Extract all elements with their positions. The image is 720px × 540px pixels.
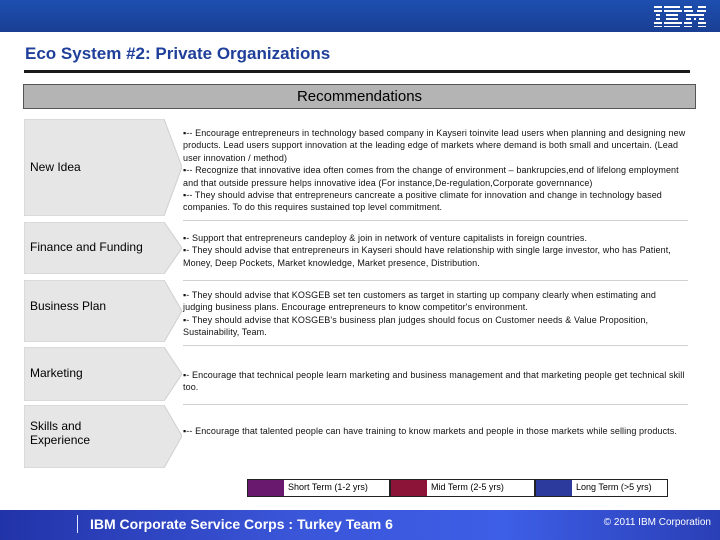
row-divider <box>183 220 688 221</box>
chevron-label: Finance and Funding <box>30 240 143 254</box>
footer-divider <box>77 515 78 533</box>
row-divider <box>183 345 688 346</box>
chevron-skills-and-experience <box>24 405 182 468</box>
row-text-business-plan <box>183 289 688 339</box>
list-item: ▪- They should advise that KOSGEB set ten customers as target in starting up company clearly when estimating and judging business plans. Encourage entrepreneurs to know competitor's environment. <box>183 290 656 313</box>
row-divider <box>183 404 688 405</box>
list-item: ▪- They should advise that entrepreneurs in Kayseri should have relationship with single large investor, who has Patient, Money, Deep Pockets, Market knowledge, Market presence, Distribution. <box>183 245 671 268</box>
header-band <box>0 0 720 32</box>
row-text-finance-and-funding <box>183 232 688 269</box>
page-title: Eco System #2: Private Organizations <box>25 44 331 63</box>
list-item: ▪-- Encourage that talented people can have training to know markets and people in those markets while selling products. <box>183 426 677 436</box>
chevron-new-idea <box>24 119 182 216</box>
legend-label: Mid Term (2-5 yrs) <box>431 482 504 492</box>
legend-label: Short Term (1-2 yrs) <box>288 482 368 492</box>
row-divider <box>183 280 688 281</box>
legend-swatch-long-term <box>536 480 572 496</box>
list-item: ▪- Support that entrepreneurs candeploy & join in network of venture capitalists in foreign countries. <box>183 233 588 243</box>
legend-swatch-short-term <box>248 480 284 496</box>
legend-short-term <box>247 479 390 497</box>
chevron-business-plan <box>24 280 182 342</box>
recommendations-header: Recommendations <box>23 84 696 109</box>
list-item: ▪-- Encourage entrepreneurs in technology based company in Kayseri toinvite lead users when planning and designing new products. Lead users support innovation at the leading edge of markets where demand is both small and uncertain. (Lead user innovation / method) <box>183 128 686 163</box>
legend-mid-term <box>390 479 535 497</box>
list-item: ▪-- They should advise that entrepreneurs cancreate a positive climate for innovation and change in technology based companies. To do this requires sustained top level commitment. <box>183 190 662 213</box>
title-divider <box>24 70 690 73</box>
footer-title: IBM Corporate Service Corps : Turkey Team 6 <box>90 516 393 532</box>
chevron-label: Business Plan <box>30 299 107 313</box>
list-item: ▪- They should advise that KOSGEB's business plan judges should focus on Customer needs & Value Proposition, Sustainability, Team. <box>183 314 649 338</box>
chevron-label: New Idea <box>30 160 81 174</box>
legend-swatch-mid-term <box>391 480 427 496</box>
chevron-label: Marketing <box>30 366 83 380</box>
chevron-marketing <box>24 347 182 401</box>
row-text-new-idea <box>183 127 688 214</box>
legend-long-term <box>535 479 668 497</box>
legend-label: Long Term (>5 yrs) <box>576 482 652 492</box>
row-text-marketing <box>183 369 688 394</box>
chevron-finance-and-funding <box>24 222 182 274</box>
ibm-logo <box>654 5 706 27</box>
list-item: ▪-- Recognize that innovative idea often comes from the change of environment – bankrupcies,end of lifelong employment and that outside pressure helps innovative idea (For instance,De-regulation,Corporate governnance) <box>183 165 679 188</box>
chevron-label: Skills and Experience <box>30 419 91 447</box>
list-item: ▪- Encourage that technical people learn marketing and business management and that marketing people get technical skill too. <box>183 370 685 393</box>
row-text-skills-and-experience <box>183 425 688 437</box>
footer-copyright: © 2011 IBM Corporation <box>603 517 711 528</box>
